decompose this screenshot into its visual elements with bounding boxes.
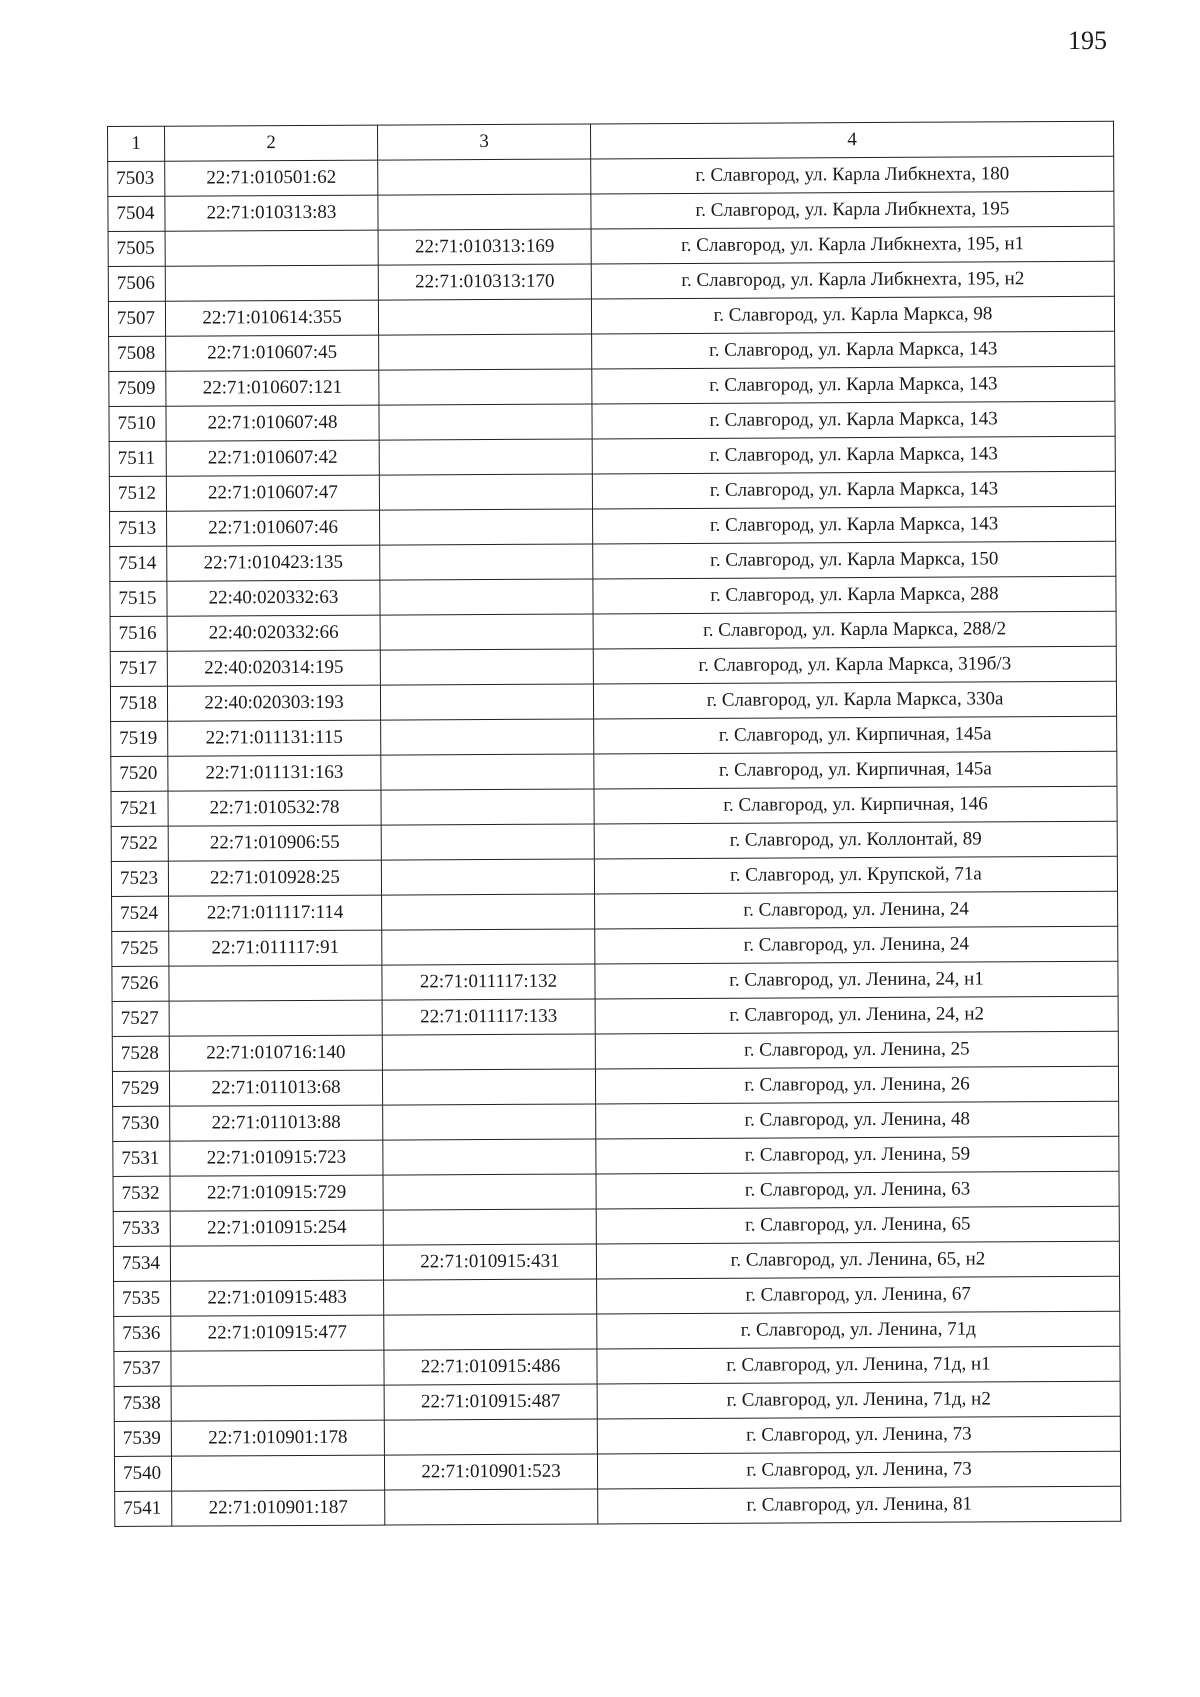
premises-cadastral-number-cell: 22:71:011117:132 — [382, 964, 595, 1000]
table-row — [112, 891, 1118, 931]
table-row — [111, 751, 1117, 791]
table-row — [114, 1346, 1120, 1386]
row-number-cell: 7520 — [111, 756, 168, 791]
address-cell: г. Славгород, ул. Ленина, 24 — [595, 926, 1118, 964]
table-row — [110, 681, 1116, 721]
column-header-3: 3 — [377, 124, 590, 160]
premises-cadastral-number-cell — [383, 1139, 596, 1175]
address-cell: г. Славгород, ул. Карла Маркса, 143 — [592, 471, 1115, 509]
cadastral-number-cell: 22:71:011013:68 — [169, 1070, 382, 1106]
premises-cadastral-number-cell — [380, 684, 593, 720]
cadastral-number-cell: 22:71:010915:254 — [170, 1210, 383, 1246]
table-row — [113, 1136, 1119, 1176]
row-number-cell: 7534 — [113, 1246, 170, 1281]
row-number-cell: 7511 — [109, 441, 166, 476]
premises-cadastral-number-cell — [381, 789, 594, 825]
cadastral-number-cell — [171, 1350, 384, 1386]
address-cell: г. Славгород, ул. Ленина, 24 — [595, 891, 1118, 929]
address-cell: г. Славгород, ул. Ленина, 65 — [596, 1206, 1119, 1244]
premises-cadastral-number-cell — [385, 1489, 598, 1525]
cadastral-number-cell: 22:71:011117:114 — [169, 895, 382, 931]
premises-cadastral-number-cell: 22:71:011117:133 — [382, 999, 595, 1035]
address-cell: г. Славгород, ул. Ленина, 71д, н1 — [597, 1346, 1120, 1384]
table-row — [111, 716, 1117, 756]
premises-cadastral-number-cell — [380, 509, 593, 545]
premises-cadastral-number-cell — [381, 859, 594, 895]
table-row — [112, 996, 1118, 1036]
row-number-cell: 7518 — [110, 686, 167, 721]
row-number-cell: 7514 — [110, 546, 167, 581]
row-number-cell: 7540 — [114, 1456, 171, 1491]
address-cell: г. Славгород, ул. Ленина, 25 — [595, 1031, 1118, 1069]
cadastral-number-cell: 22:71:010423:135 — [167, 545, 380, 581]
premises-cadastral-number-cell — [379, 439, 592, 475]
cadastral-number-cell: 22:71:010915:729 — [170, 1175, 383, 1211]
registry-table-container — [107, 121, 1121, 1527]
table-row — [113, 1171, 1119, 1211]
premises-cadastral-number-cell — [381, 754, 594, 790]
premises-cadastral-number-cell: 22:71:010915:486 — [384, 1349, 597, 1385]
premises-cadastral-number-cell: 22:71:010915:487 — [384, 1384, 597, 1420]
row-number-cell: 7539 — [114, 1421, 171, 1456]
premises-cadastral-number-cell — [380, 579, 593, 615]
address-cell: г. Славгород, ул. Карла Либкнехта, 180 — [591, 156, 1114, 194]
address-cell: г. Славгород, ул. Ленина, 59 — [596, 1136, 1119, 1174]
cadastral-number-cell: 22:71:010928:25 — [168, 860, 381, 896]
address-cell: г. Славгород, ул. Ленина, 65, н2 — [596, 1241, 1119, 1279]
row-number-cell: 7524 — [112, 896, 169, 931]
row-number-cell: 7525 — [112, 931, 169, 966]
premises-cadastral-number-cell — [383, 1209, 596, 1245]
premises-cadastral-number-cell — [378, 159, 591, 195]
cadastral-number-cell: 22:71:010614:355 — [165, 300, 378, 336]
address-cell: г. Славгород, ул. Карла Маркса, 143 — [593, 506, 1116, 544]
table-row — [111, 821, 1117, 861]
address-cell: г. Славгород, ул. Карла Маркса, 330а — [593, 681, 1116, 719]
address-cell: г. Славгород, ул. Ленина, 71д — [597, 1311, 1120, 1349]
row-number-cell: 7509 — [109, 371, 166, 406]
premises-cadastral-number-cell — [383, 1104, 596, 1140]
address-cell: г. Славгород, ул. Кирпичная, 146 — [594, 786, 1117, 824]
row-number-cell: 7536 — [114, 1316, 171, 1351]
row-number-cell: 7519 — [111, 721, 168, 756]
cadastral-number-cell: 22:71:010607:45 — [166, 335, 379, 371]
row-number-cell: 7526 — [112, 966, 169, 1001]
row-number-cell: 7535 — [114, 1281, 171, 1316]
premises-cadastral-number-cell — [382, 1034, 595, 1070]
address-cell: г. Славгород, ул. Кирпичная, 145а — [594, 716, 1117, 754]
table-row — [112, 1031, 1118, 1071]
table-row — [108, 261, 1114, 301]
address-cell: г. Славгород, ул. Ленина, 71д, н2 — [597, 1381, 1120, 1419]
row-number-cell: 7506 — [108, 266, 165, 301]
row-number-cell: 7517 — [110, 651, 167, 686]
premises-cadastral-number-cell — [382, 929, 595, 965]
address-cell: г. Славгород, ул. Ленина, 81 — [598, 1486, 1121, 1524]
column-header-2: 2 — [165, 125, 378, 161]
cadastral-number-cell: 22:71:010915:723 — [170, 1140, 383, 1176]
premises-cadastral-number-cell — [378, 194, 591, 230]
table-row — [115, 1486, 1121, 1526]
table-header — [108, 121, 1114, 161]
table-row — [108, 226, 1114, 266]
premises-cadastral-number-cell: 22:71:010915:431 — [383, 1244, 596, 1280]
row-number-cell: 7504 — [108, 196, 165, 231]
cadastral-number-cell — [169, 1000, 382, 1036]
address-cell: г. Славгород, ул. Карла Маркса, 143 — [592, 366, 1115, 404]
table-row — [111, 856, 1117, 896]
table-row — [114, 1311, 1120, 1351]
row-number-cell: 7522 — [111, 826, 168, 861]
table-row — [110, 506, 1116, 546]
address-cell: г. Славгород, ул. Коллонтай, 89 — [594, 821, 1117, 859]
table-row — [112, 1066, 1118, 1106]
premises-cadastral-number-cell — [384, 1419, 597, 1455]
table-row — [108, 296, 1114, 336]
cadastral-number-cell: 22:71:011131:115 — [168, 720, 381, 756]
cadastral-number-cell: 22:40:020332:63 — [167, 580, 380, 616]
table-row — [109, 436, 1115, 476]
cadastral-number-cell: 22:71:010915:483 — [171, 1280, 384, 1316]
premises-cadastral-number-cell — [380, 544, 593, 580]
row-number-cell: 7507 — [108, 301, 165, 336]
address-cell: г. Славгород, ул. Ленина, 26 — [595, 1066, 1118, 1104]
table-row — [108, 156, 1114, 196]
cadastral-number-cell: 22:40:020314:195 — [167, 650, 380, 686]
address-cell: г. Славгород, ул. Ленина, 73 — [597, 1416, 1120, 1454]
row-number-cell: 7510 — [109, 406, 166, 441]
table-row — [113, 1101, 1119, 1141]
cadastral-number-cell: 22:71:011117:91 — [169, 930, 382, 966]
table-row — [111, 786, 1117, 826]
table-row — [109, 401, 1115, 441]
row-number-cell: 7512 — [109, 476, 166, 511]
premises-cadastral-number-cell — [380, 649, 593, 685]
address-cell: г. Славгород, ул. Карла Либкнехта, 195, н2 — [591, 261, 1114, 299]
cadastral-number-cell — [169, 965, 382, 1001]
premises-cadastral-number-cell — [379, 369, 592, 405]
address-cell: г. Славгород, ул. Карла Маркса, 150 — [593, 541, 1116, 579]
table-row — [114, 1381, 1120, 1421]
table-row — [108, 191, 1114, 231]
premises-cadastral-number-cell — [379, 474, 592, 510]
premises-cadastral-number-cell — [381, 824, 594, 860]
row-number-cell: 7521 — [111, 791, 168, 826]
address-cell: г. Славгород, ул. Крупской, 71а — [594, 856, 1117, 894]
column-header-1: 1 — [108, 126, 165, 161]
row-number-cell: 7508 — [109, 336, 166, 371]
address-cell: г. Славгород, ул. Карла Либкнехта, 195, н1 — [591, 226, 1114, 264]
address-cell: г. Славгород, ул. Ленина, 67 — [597, 1276, 1120, 1314]
row-number-cell: 7532 — [113, 1176, 170, 1211]
cadastral-number-cell: 22:71:010607:48 — [166, 405, 379, 441]
table-row — [110, 541, 1116, 581]
address-cell: г. Славгород, ул. Ленина, 24, н2 — [595, 996, 1118, 1034]
address-cell: г. Славгород, ул. Карла Маркса, 288/2 — [593, 611, 1116, 649]
column-header-4: 4 — [590, 121, 1113, 159]
table-row — [112, 926, 1118, 966]
cadastral-number-cell: 22:71:010313:83 — [165, 195, 378, 231]
cadastral-number-cell — [165, 230, 378, 266]
cadastral-number-cell: 22:71:010901:178 — [171, 1420, 384, 1456]
header-row — [108, 121, 1114, 161]
table-row — [113, 1206, 1119, 1246]
premises-cadastral-number-cell: 22:71:010901:523 — [384, 1454, 597, 1490]
premises-cadastral-number-cell — [384, 1314, 597, 1350]
address-cell: г. Славгород, ул. Ленина, 73 — [597, 1451, 1120, 1489]
table-row — [109, 366, 1115, 406]
row-number-cell: 7523 — [111, 861, 168, 896]
row-number-cell: 7537 — [114, 1351, 171, 1386]
address-cell: г. Славгород, ул. Ленина, 48 — [596, 1101, 1119, 1139]
row-number-cell: 7541 — [115, 1491, 172, 1526]
address-cell: г. Славгород, ул. Карла Либкнехта, 195 — [591, 191, 1114, 229]
table-row — [113, 1241, 1119, 1281]
address-cell: г. Славгород, ул. Кирпичная, 145а — [594, 751, 1117, 789]
cadastral-number-cell: 22:40:020303:193 — [167, 685, 380, 721]
cadastral-number-cell: 22:71:010532:78 — [168, 790, 381, 826]
row-number-cell: 7530 — [113, 1106, 170, 1141]
cadastral-number-cell: 22:71:011013:88 — [170, 1105, 383, 1141]
address-cell: г. Славгород, ул. Ленина, 63 — [596, 1171, 1119, 1209]
cadastral-number-cell: 22:71:010501:62 — [165, 160, 378, 196]
page-number: 195 — [1068, 26, 1107, 55]
cadastral-number-cell — [165, 265, 378, 301]
cadastral-number-cell — [171, 1385, 384, 1421]
row-number-cell: 7527 — [112, 1001, 169, 1036]
row-number-cell: 7538 — [114, 1386, 171, 1421]
row-number-cell: 7515 — [110, 581, 167, 616]
cadastral-number-cell: 22:71:010716:140 — [169, 1035, 382, 1071]
table-row — [109, 331, 1115, 371]
address-cell: г. Славгород, ул. Карла Маркса, 288 — [593, 576, 1116, 614]
address-cell: г. Славгород, ул. Карла Маркса, 143 — [592, 436, 1115, 474]
cadastral-number-cell — [170, 1245, 383, 1281]
address-cell: г. Славгород, ул. Карла Маркса, 319б/3 — [593, 646, 1116, 684]
premises-cadastral-number-cell — [382, 1069, 595, 1105]
table-row — [114, 1416, 1120, 1456]
table-body — [108, 156, 1121, 1526]
cadastral-number-cell: 22:71:010607:42 — [166, 440, 379, 476]
table-row — [110, 576, 1116, 616]
table-row — [109, 471, 1115, 511]
address-cell: г. Славгород, ул. Ленина, 24, н1 — [595, 961, 1118, 999]
cadastral-number-cell: 22:40:020332:66 — [167, 615, 380, 651]
row-number-cell: 7533 — [113, 1211, 170, 1246]
address-cell: г. Славгород, ул. Карла Маркса, 98 — [591, 296, 1114, 334]
premises-cadastral-number-cell — [383, 1174, 596, 1210]
cadastral-number-cell: 22:71:010607:121 — [166, 370, 379, 406]
premises-cadastral-number-cell — [380, 614, 593, 650]
row-number-cell: 7505 — [108, 231, 165, 266]
premises-cadastral-number-cell: 22:71:010313:170 — [378, 264, 591, 300]
address-cell: г. Славгород, ул. Карла Маркса, 143 — [592, 331, 1115, 369]
row-number-cell: 7503 — [108, 161, 165, 196]
premises-cadastral-number-cell — [379, 404, 592, 440]
cadastral-number-cell: 22:71:010906:55 — [168, 825, 381, 861]
premises-cadastral-number-cell — [379, 334, 592, 370]
table-row — [110, 611, 1116, 651]
premises-cadastral-number-cell — [381, 719, 594, 755]
table-row — [110, 646, 1116, 686]
premises-cadastral-number-cell — [378, 299, 591, 335]
cadastral-number-cell: 22:71:011131:163 — [168, 755, 381, 791]
cadastral-number-cell — [171, 1455, 384, 1491]
address-cell: г. Славгород, ул. Карла Маркса, 143 — [592, 401, 1115, 439]
row-number-cell: 7516 — [110, 616, 167, 651]
cadastral-number-cell: 22:71:010901:187 — [172, 1490, 385, 1526]
cadastral-number-cell: 22:71:010607:46 — [167, 510, 380, 546]
row-number-cell: 7531 — [113, 1141, 170, 1176]
cadastral-number-cell: 22:71:010915:477 — [171, 1315, 384, 1351]
table-row — [114, 1451, 1120, 1491]
row-number-cell: 7528 — [112, 1036, 169, 1071]
registry-table — [107, 121, 1121, 1527]
row-number-cell: 7529 — [112, 1071, 169, 1106]
premises-cadastral-number-cell: 22:71:010313:169 — [378, 229, 591, 265]
premises-cadastral-number-cell — [384, 1279, 597, 1315]
row-number-cell: 7513 — [110, 511, 167, 546]
cadastral-number-cell: 22:71:010607:47 — [166, 475, 379, 511]
premises-cadastral-number-cell — [382, 894, 595, 930]
table-row — [112, 961, 1118, 1001]
table-row — [114, 1276, 1120, 1316]
